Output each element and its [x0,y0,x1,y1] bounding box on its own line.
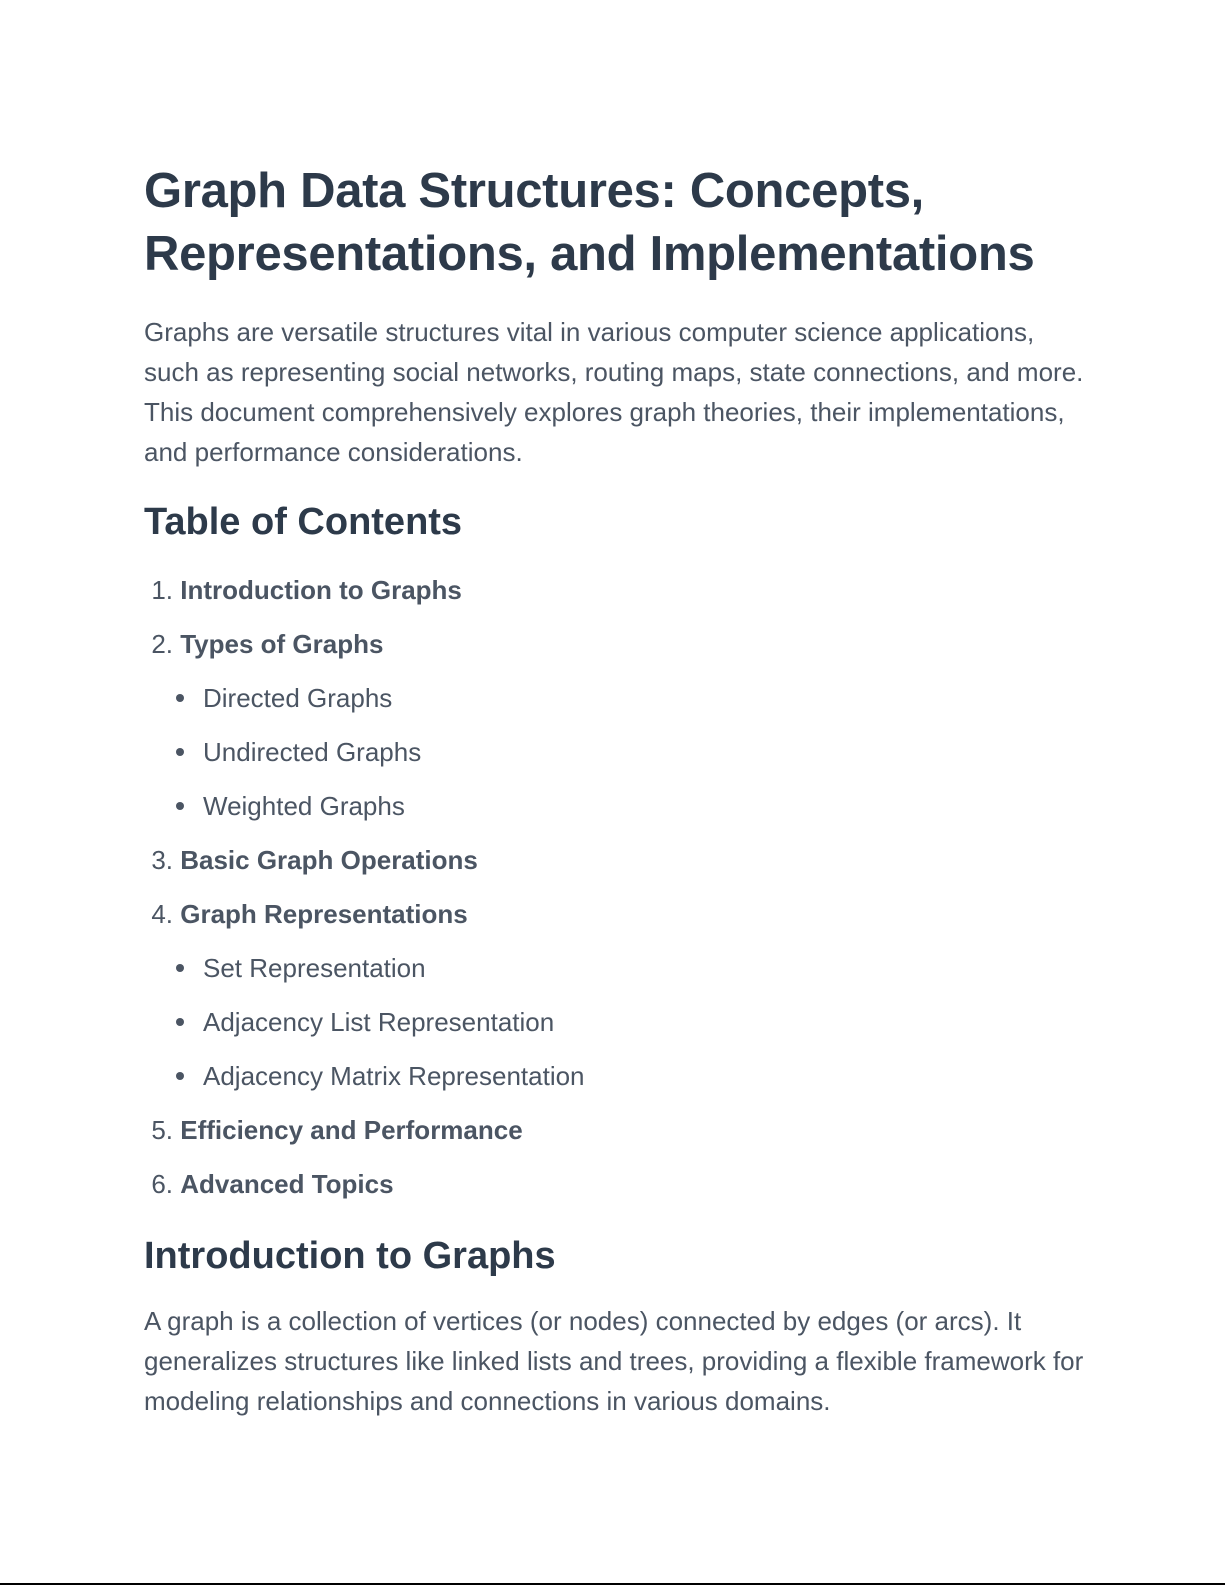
toc-sublist [144,671,1084,833]
toc-sublist [144,941,1084,1103]
toc-item [144,617,1084,833]
toc-subitem-label[interactable]: Directed Graphs [203,683,393,713]
document-page [144,160,1084,1421]
toc-item-number: 1. [151,575,173,605]
toc-item [144,833,1084,887]
toc-subitem [144,995,1084,1049]
toc-item-label[interactable]: Introduction to Graphs [180,575,462,605]
toc-subitem-label[interactable]: Weighted Graphs [203,791,405,821]
toc-subitem [144,779,1084,833]
toc-item-number: 4. [151,899,173,929]
toc-subitem-label[interactable]: Undirected Graphs [203,737,422,767]
bullet-icon [176,1018,184,1026]
bullet-icon [176,964,184,972]
bullet-icon [176,802,184,810]
toc-item-label[interactable]: Efficiency and Performance [180,1115,523,1145]
bullet-icon [176,694,184,702]
section-heading-introduction: Introduction to Graphs [144,1235,556,1277]
toc-item-label[interactable]: Basic Graph Operations [180,845,478,875]
toc-item [144,563,1084,617]
toc-item [144,1157,1084,1211]
bullet-icon [176,1072,184,1080]
toc-item-number: 5. [151,1115,173,1145]
section-paragraph-introduction: A graph is a collection of vertices (or nodes) connected by edges (or arcs). It generalizes structures like linked lists and trees, providing a flexible framework for modeling relationships and connections in various domains. [144,1306,1084,1416]
toc-subitem [144,941,1084,995]
toc-item-number: 6. [151,1169,173,1199]
toc-item-number: 2. [151,629,173,659]
toc-item [144,1103,1084,1157]
bullet-icon [176,748,184,756]
toc-subitem [144,671,1084,725]
toc-item-label[interactable]: Types of Graphs [180,629,384,659]
document-title: Graph Data Structures: Concepts, Representations, and Implementations [144,164,1035,281]
toc-subitem-label[interactable]: Set Representation [203,953,426,983]
toc-subitem [144,1049,1084,1103]
toc-subitem-label[interactable]: Adjacency Matrix Representation [203,1061,585,1091]
toc-item-number: 3. [151,845,173,875]
toc-subitem [144,725,1084,779]
toc-item-label[interactable]: Graph Representations [180,899,468,929]
intro-paragraph: Graphs are versatile structures vital in various computer science applications, such as representing social networks, routing maps, state connections, and more. This document comprehensively explores graph theories, their implementations, and performance considerations. [144,317,1084,467]
toc-heading: Table of Contents [144,501,463,543]
table-of-contents [144,563,1084,1211]
toc-item [144,887,1084,1103]
toc-item-label[interactable]: Advanced Topics [180,1169,394,1199]
toc-subitem-label[interactable]: Adjacency List Representation [203,1007,555,1037]
